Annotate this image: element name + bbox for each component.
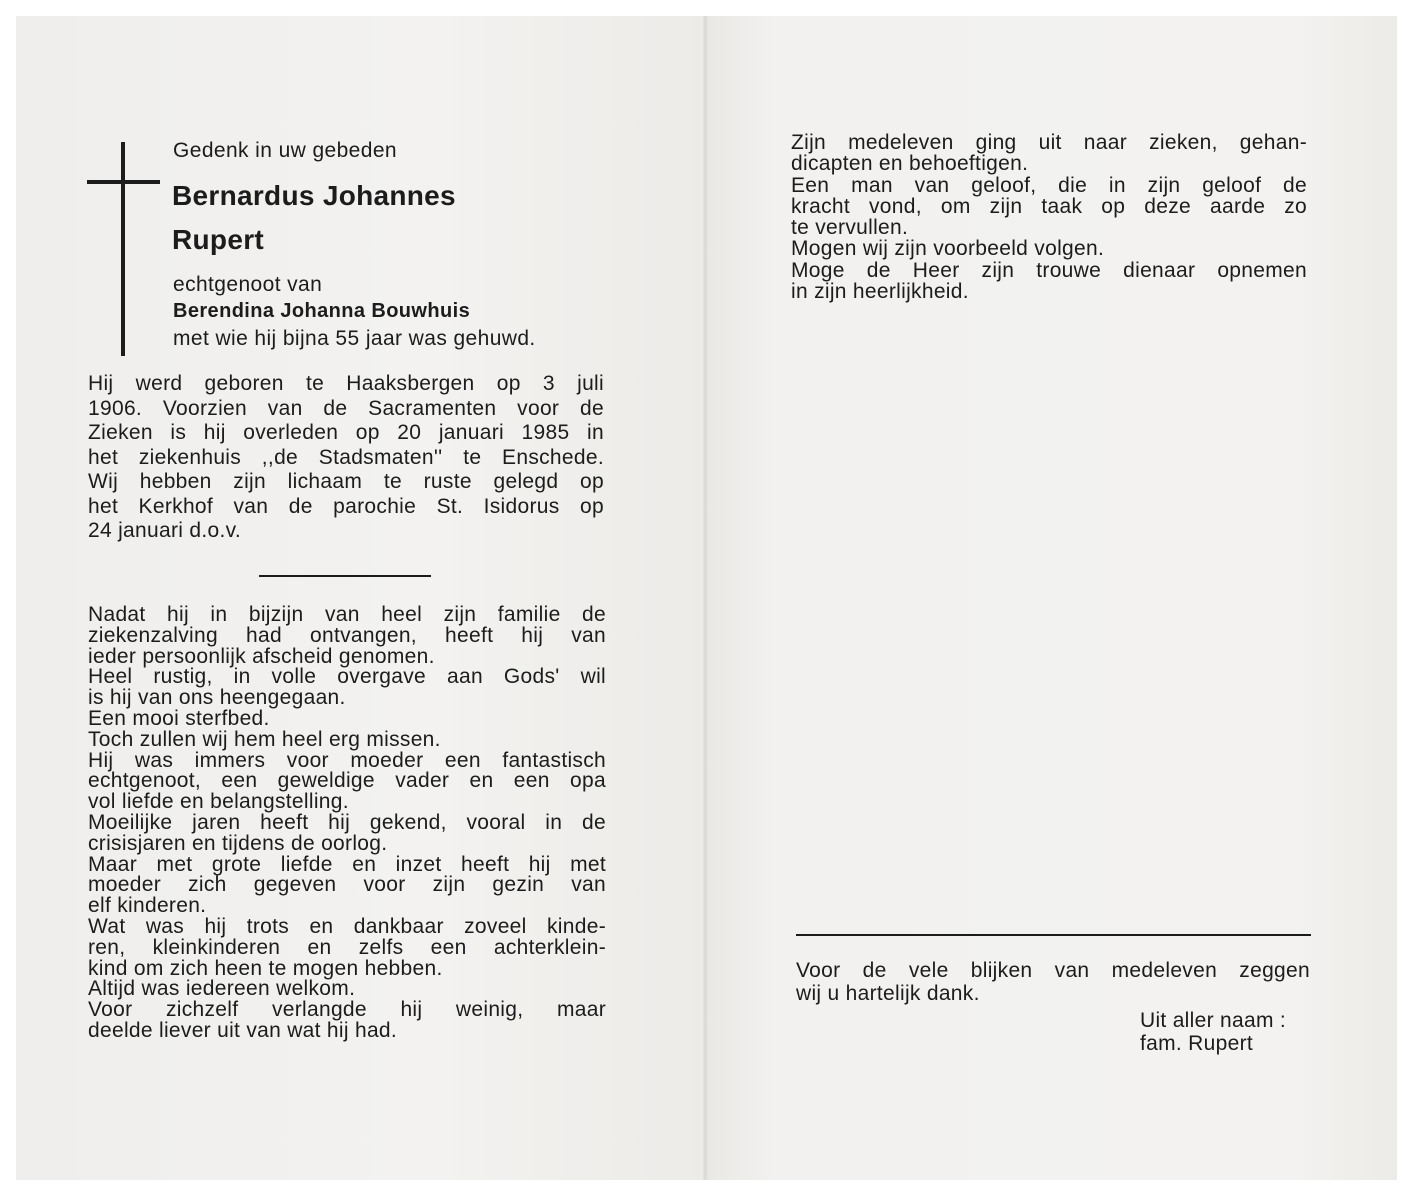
text-line: dicapten en behoeftigen. bbox=[791, 152, 1029, 176]
text-line: in zijn heerlijkheid. bbox=[791, 280, 969, 304]
right-text bbox=[791, 132, 1307, 302]
text-line: Zijn medeleven ging uit naar zieken, gehan- bbox=[791, 131, 1307, 154]
text-line: 1906. Voorzien van de Sacramenten voor de bbox=[88, 396, 604, 420]
text-line: 24 januari d.o.v. bbox=[88, 519, 241, 542]
signature bbox=[1140, 1010, 1286, 1055]
text-line: Wat was hij trots en dankbaar zoveel kinde- bbox=[88, 914, 606, 938]
cross-icon bbox=[121, 142, 125, 356]
text-line: Nadat hij in bijzijn van heel zijn familie de bbox=[88, 603, 606, 626]
text-line: Een man van geloof, die in zijn geloof de bbox=[791, 173, 1307, 197]
text-line: Wij hebben zijn lichaam te ruste gelegd op bbox=[88, 470, 604, 493]
cross-icon-bar bbox=[87, 180, 160, 184]
biography-paragraph bbox=[88, 372, 604, 544]
text-line: Moeilijke jaren heeft hij gekend, vooral in de bbox=[88, 810, 606, 834]
text-line: Voor de vele blijken van medeleven zeggen bbox=[796, 959, 1310, 982]
text-line: Heel rustig, in volle overgave aan Gods' wil bbox=[88, 665, 606, 689]
text-line: ieder persoonlijk afscheid genomen. bbox=[88, 644, 435, 668]
married-line: met wie hij bijna 55 jaar was gehuwd. bbox=[173, 327, 536, 350]
spouse-prefix: echtgenoot van bbox=[173, 273, 323, 296]
text-line: deelde liever uit van wat hij had. bbox=[88, 1018, 398, 1042]
text-line: is hij van ons heengegaan. bbox=[88, 686, 346, 710]
text-line: Altijd was iedereen welkom. bbox=[88, 977, 356, 1001]
spouse-name: Berendina Johanna Bouwhuis bbox=[173, 300, 471, 322]
text-line: Een mooi sterfbed. bbox=[88, 706, 270, 730]
text-line: Hij was immers voor moeder een fantastisch bbox=[88, 748, 606, 772]
deceased-name-first: Bernardus Johannes bbox=[172, 180, 456, 211]
text-line: wij u hartelijk dank. bbox=[796, 981, 980, 1005]
text-line: moeder zich gegeven voor zijn gezin van bbox=[88, 873, 606, 897]
text-line: Toch zullen wij hem heel erg missen. bbox=[88, 727, 441, 751]
signature-line: Uit aller naam : bbox=[1140, 1009, 1287, 1032]
text-line: het Kerkhof van de parochie St. Isidorus op bbox=[88, 494, 604, 518]
text-line: kracht vond, om zijn taak op deze aarde zo bbox=[791, 194, 1307, 218]
text-line: Hij werd geboren te Haaksbergen op 3 juli bbox=[88, 372, 604, 395]
text-line: crisisjaren en tijdens de oorlog. bbox=[88, 831, 388, 855]
text-line: Mogen wij zijn voorbeeld volgen. bbox=[791, 237, 1105, 261]
text-line: te vervullen. bbox=[791, 216, 909, 240]
divider bbox=[796, 934, 1311, 936]
text-line: Moge de Heer zijn trouwe dienaar opnemen bbox=[791, 258, 1307, 282]
tribute-text bbox=[88, 605, 606, 1042]
text-line: Maar met grote liefde en inzet heeft hij met bbox=[88, 852, 606, 876]
text-line: kind om zich heen te mogen hebben. bbox=[88, 956, 443, 980]
fold-crease bbox=[703, 16, 708, 1180]
text-line: elf kinderen. bbox=[88, 894, 207, 918]
text-line: ren, kleinkinderen en zelfs een achterklein- bbox=[88, 935, 606, 959]
text-line: Voor zichzelf verlangde hij weinig, maar bbox=[88, 998, 606, 1022]
text-line: echtgenoot, een geweldige vader en een opa bbox=[88, 769, 606, 793]
text-line: het ziekenhuis ,,de Stadsmaten'' te Enschede. bbox=[88, 445, 604, 469]
text-line: ziekenzalving had ontvangen, heeft hij van bbox=[88, 623, 606, 647]
deceased-name-last: Rupert bbox=[172, 224, 265, 255]
divider bbox=[259, 575, 431, 577]
text-line: Zieken is hij overleden op 20 januari 1985 in bbox=[88, 421, 604, 444]
signature-line: fam. Rupert bbox=[1140, 1031, 1254, 1055]
text-line: vol liefde en belangstelling. bbox=[88, 790, 349, 814]
thanks-text bbox=[796, 960, 1310, 1005]
gedenk-heading: Gedenk in uw gebeden bbox=[173, 139, 397, 162]
